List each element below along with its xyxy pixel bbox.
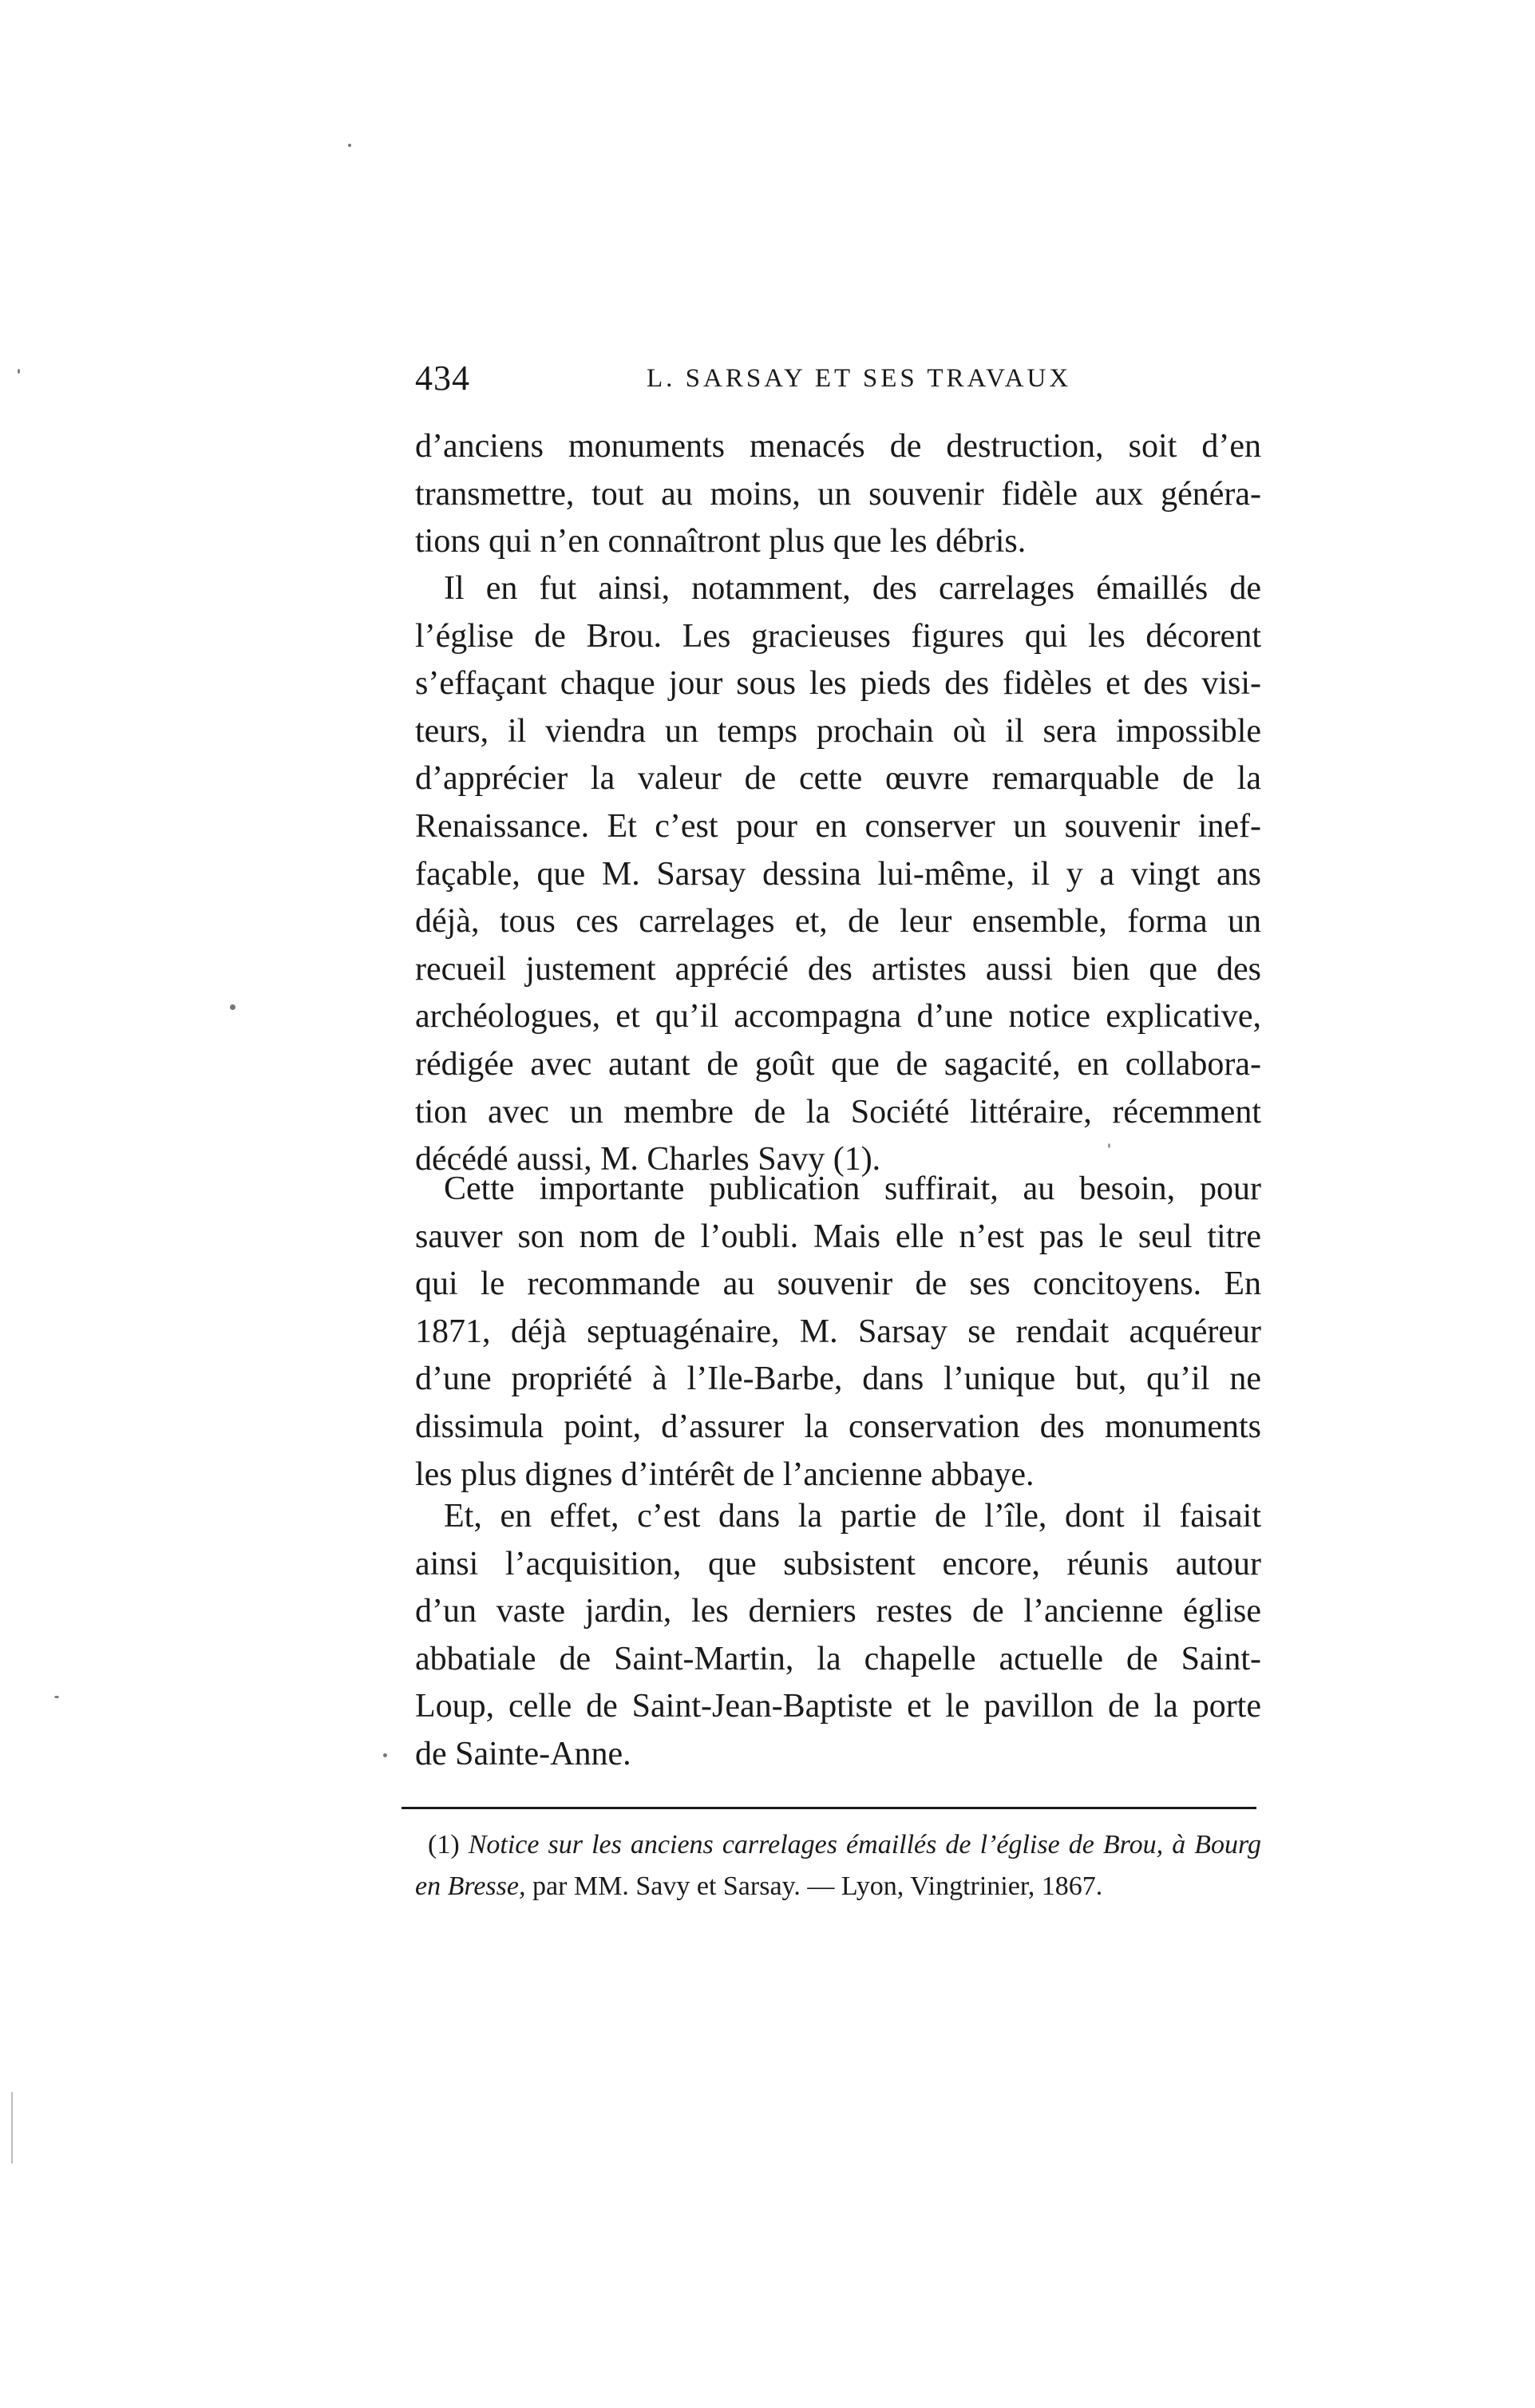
text-line: transmettre, tout au moins, un souvenir fidèle aux généra- (415, 475, 1261, 513)
scan-speck (348, 144, 351, 147)
footnote-title: Notice sur les anciens carrelages émaillés de l’église de Brou, à Bourg (468, 1830, 1261, 1859)
scan-speck (18, 369, 20, 374)
text-line: d’anciens monuments menacés de destruction, soit d’en (415, 428, 1261, 465)
scan-speck (11, 2092, 13, 2164)
text-line: Cette importante publication suffirait, au besoin, pour (444, 1170, 1261, 1207)
text-line: Loup, celle de Saint-Jean-Baptiste et le pavillon de la porte (415, 1688, 1261, 1725)
text-line: Et, en effet, c’est dans la partie de l’île, dont il faisait (444, 1498, 1261, 1535)
scan-speck (230, 1004, 235, 1010)
text-line: Renaissance. Et c’est pour en conserver un souvenir inef- (415, 807, 1261, 845)
text-line: Il en fut ainsi, notamment, des carrelages émaillés de (444, 570, 1261, 607)
text-line: dissimula point, d’assurer la conservation des monuments (415, 1408, 1261, 1445)
text-line: décédé aussi, M. Charles Savy (1). (415, 1141, 881, 1178)
text-line: l’église de Brou. Les gracieuses figures qui les décorent (415, 617, 1261, 655)
page-number: 434 (415, 358, 470, 398)
text-line: abbatiale de Saint-Martin, la chapelle actuelle de Saint- (415, 1640, 1261, 1677)
text-line: de Sainte-Anne. (415, 1735, 631, 1772)
paragraph-4 (415, 1493, 1261, 1779)
footnote-title-cont: en Bresse, (415, 1871, 526, 1901)
footnote-citation: par MM. Savy et Sarsay. — Lyon, Vingtrinier, 1867. (525, 1871, 1103, 1901)
footnote-rule (402, 1807, 1256, 1809)
text-line: déjà, tous ces carrelages et, de leur ensemble, forma un (415, 903, 1261, 941)
scan-speck (54, 1696, 59, 1698)
text-line: d’une propriété à l’Ile-Barbe, dans l’unique but, qu’il ne (415, 1360, 1261, 1398)
text-line: s’effaçant chaque jour sous les pieds des fidèles et des visi- (415, 665, 1261, 703)
paragraph-3 (415, 1166, 1261, 1499)
running-title: L. SARSAY ET SES TRAVAUX (647, 364, 1072, 393)
text-line: d’un vaste jardin, les derniers restes de l’ancienne église (415, 1593, 1261, 1630)
text-line: tion avec un membre de la Société littéraire, récemment (415, 1093, 1261, 1131)
text-line: façable, que M. Sarsay dessina lui-même, il y a vingt ans (415, 855, 1261, 893)
running-head (415, 358, 1261, 406)
text-line: rédigée avec autant de goût que de sagacité, en collabora- (415, 1045, 1261, 1083)
text-line: qui le recommande au souvenir de ses concitoyens. En (415, 1265, 1261, 1303)
footnote-line (415, 1824, 1261, 1866)
text-line: recueil justement apprécié des artistes aussi bien que des (415, 950, 1261, 988)
text-line: sauver son nom de l’oubli. Mais elle n’est pas le seul titre (415, 1218, 1261, 1255)
footnote-marker: (1) (428, 1830, 460, 1859)
text-line: d’apprécier la valeur de cette œuvre remarquable de la (415, 760, 1261, 798)
scan-speck (383, 1753, 387, 1757)
paragraph-1 (415, 423, 1261, 566)
text-line: teurs, il viendra un temps prochain où il sera impossible (415, 712, 1261, 750)
text-line: 1871, déjà septuagénaire, M. Sarsay se rendait acquéreur (415, 1313, 1261, 1350)
text-line: les plus dignes d’intérêt de l’ancienne abbaye. (415, 1455, 1035, 1493)
scan-speck (1108, 1143, 1110, 1148)
footnote (415, 1824, 1261, 1907)
footnote-line (415, 1866, 1261, 1907)
paragraph-2 (415, 565, 1261, 1184)
text-line: archéologues, et qu’il accompagna d’une notice explicative, (415, 998, 1261, 1036)
text-line: ainsi l’acquisition, que subsistent encore, réunis autour (415, 1545, 1261, 1582)
text-line: tions qui n’en connaîtront plus que les débris. (415, 523, 1027, 560)
